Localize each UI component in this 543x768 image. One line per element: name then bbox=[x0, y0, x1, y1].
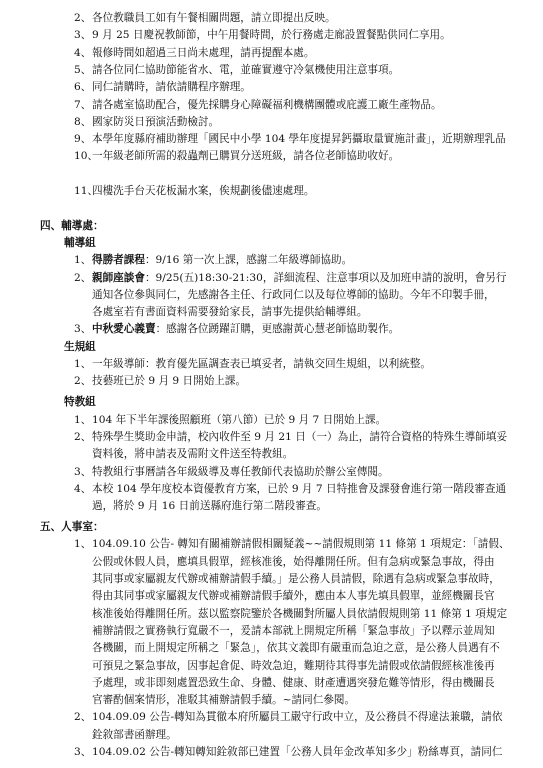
list-item-number: 9、 bbox=[74, 133, 92, 146]
list-item-text: 技藝班已於 9 月 9 日開始上課。 bbox=[92, 375, 247, 388]
announcement-text: 104.09.09 公告-轉知為貫徹本府所屬員工嚴守行政中立，及公務員不得違法兼職，請依 bbox=[92, 711, 503, 724]
list-item-number: 1、 bbox=[74, 538, 92, 551]
subsection-title-special: 特教組 bbox=[64, 396, 96, 409]
counsel-item-1 bbox=[92, 253, 352, 267]
list-item-number: 6、 bbox=[74, 81, 92, 94]
list-item-number: 1、 bbox=[74, 413, 92, 426]
list-item-number: 3、 bbox=[74, 746, 92, 758]
list-item-text: 特教組行事曆請各年級級導及專任教師代表協助於辦公室傳閱。 bbox=[92, 465, 389, 478]
list-item-number: 2、 bbox=[74, 11, 92, 24]
announcement-text: 其同事或家屬親友代辦或補辦請假手續。」是公務人員請假，除遇有急病或緊急事故時， bbox=[92, 573, 500, 585]
list-item-number: 11、 bbox=[74, 185, 99, 197]
counsel-item-label: 得勝者課程 bbox=[92, 254, 145, 267]
list-item-number: 1、 bbox=[74, 358, 92, 370]
list-item-text: 本校 104 學年度校本資優教育方案，已於 9 月 7 日特推會及課發會進行第一階段審查通 bbox=[92, 482, 507, 495]
list-item-text: 過，將於 9 月 16 日前送縣府進行第二階段審查。 bbox=[92, 500, 327, 513]
announcement-text: 官審酌個案情形，准駁其補辦請假手續。~請同仁參閱。 bbox=[92, 694, 356, 707]
counsel-item-text: 各處室若有書面資料需要發給家長，請事先提供給輔導組。 bbox=[92, 306, 368, 319]
announcement-text: 104.09.02 公告-轉知轉知銓敘部已建置「公務人員年金改革知多少」粉絲專頁，請同仁 bbox=[92, 746, 503, 758]
announcement-text: 公假或休假人員，應填具假單，經核准後，始得離開任所。但有急病或緊急事故，得由 bbox=[92, 555, 495, 568]
list-item-text: 本學年度縣府補助辦理「國民中小學 104 學年度提昇鈣攝取量實施計畫」，近期辦理乳品 bbox=[92, 133, 506, 146]
list-item-text: 104 年下半年課後照顧班（第八節）已於 9 月 7 日開始上課。 bbox=[92, 413, 387, 426]
counsel-item-3 bbox=[92, 322, 399, 336]
list-item-text: 同仁請購時，請依請購程序辦理。 bbox=[92, 81, 251, 94]
announcement-text: 補辦請假之實務執行寬嚴不一，爰請本部就上開規定所稱「緊急事故」予以釋示並周知 bbox=[92, 624, 495, 637]
list-item-text: 一年級導師：教育優先區調查表已填妥者，請執交回生規組，以利統整。 bbox=[92, 358, 431, 370]
announcement-text: 銓敘部書函辦理。 bbox=[92, 728, 177, 741]
list-item-number: 4、 bbox=[74, 46, 92, 59]
counsel-item-text: ：9/16 第一次上課，感謝二年級導師協助。 bbox=[144, 254, 353, 267]
list-item-number: 10、 bbox=[74, 150, 99, 163]
list-item-text: 國家防災日預演活動檢討。 bbox=[92, 115, 220, 128]
counsel-item-label: 中秋愛心義賣 bbox=[92, 323, 156, 336]
list-item-number: 3、 bbox=[74, 323, 92, 336]
list-item-text: 各位教職員工如有午餐相關問題，請立即提出反映。 bbox=[92, 11, 336, 24]
list-item-text: 資料後，將申請表及需附文件送至特教組。 bbox=[92, 448, 294, 461]
list-item-number: 5、 bbox=[74, 63, 92, 76]
list-item-number: 3、 bbox=[74, 465, 92, 478]
counsel-item-text: ：感謝各位踴躍訂購，更感謝黃心慧老師協助製作。 bbox=[155, 323, 400, 336]
announcement-text: 得由其同事或家屬親友代辦或補辦請假手續外，應由本人事先填具假單，並經機關長官 bbox=[92, 590, 495, 603]
section-heading-personnel: 五、人事室： bbox=[40, 521, 104, 533]
subsection-title-lifecare: 生規組 bbox=[64, 340, 96, 353]
counsel-item-text: 通知各位參與同仁，先感謝各主任、行政同仁以及每位導師的協助。今年不印製手冊， bbox=[92, 288, 495, 301]
list-item-number: 3、 bbox=[74, 29, 92, 42]
announcement-text: 予處理，或非即刻處置恐致生命、身體、健康、財產遭遇突發危難等情形，得由機關長 bbox=[92, 676, 495, 689]
list-item-number: 4、 bbox=[74, 482, 92, 495]
announcement-text: 104.09.10 公告- 轉知有關補辦請假相關疑義~~請假規則第 11 條第 1 項規定：「請假、 bbox=[92, 538, 510, 551]
general-affairs-list bbox=[0, 0, 543, 230]
announcement-text: 核准後始得離開任所。茲以監察院鑒於各機關對所屬人員依請假規則第 11 條第 1 項規定 bbox=[92, 607, 508, 620]
list-item-text: 報修時間如超過三日尚未處理，請再提醒本處。 bbox=[92, 46, 315, 59]
list-item-number: 2、 bbox=[74, 375, 92, 388]
counsel-item-label: 親師座談會 bbox=[92, 271, 145, 284]
list-item-text: 9 月 25 日慶祝教師節，中午用餐時間，於行務處走廊設置餐點供同仁享用。 bbox=[92, 29, 451, 42]
list-item-number: 8、 bbox=[74, 115, 92, 128]
announcement-text: 各機關，而上開規定所稱之「緊急」，依其文義即有嚴重而急迫之意，是公務人員遇有不 bbox=[92, 642, 500, 655]
list-item-number: 1、 bbox=[74, 254, 92, 267]
list-item-text: 特殊學生獎助金申請，校內收件至 9 月 21 日（一）為止，請符合資格的特殊生導師填妥 bbox=[92, 430, 508, 443]
subsection-title-counsel: 輔導組 bbox=[64, 236, 96, 249]
list-item-text: 四樓洗手台天花板漏水案，俟規劃後儘速處理。 bbox=[92, 185, 315, 197]
list-item-number: 2、 bbox=[74, 430, 92, 443]
list-item-text: 一年級老師所需的殺蟲劑已購買分送班級，請各位老師協助收好。 bbox=[92, 150, 400, 163]
list-item-text: 請各位同仁協助節能省水、電，並確實遵守冷氣機使用注意事項。 bbox=[92, 63, 400, 76]
list-item-number: 7、 bbox=[74, 98, 92, 111]
counsel-item-text: ：9/25(五)18:30-21:30，詳細流程、注意事項以及加班申請的說明，會另行 bbox=[144, 271, 507, 284]
list-item-number: 2、 bbox=[74, 711, 92, 724]
announcement-text: 可預見之緊急事故，因事起倉促、時效急迫，難期待其得事先請假或依請假經核准後再 bbox=[92, 659, 495, 672]
list-item-text: 請各處室協助配合，優先採購身心障礙福利機構團體或庇護工廠生產物品。 bbox=[92, 98, 442, 111]
counsel-item-2 bbox=[92, 271, 507, 285]
list-item-number: 2、 bbox=[74, 271, 92, 284]
section-heading-guidance: 四、輔導處： bbox=[40, 219, 104, 232]
